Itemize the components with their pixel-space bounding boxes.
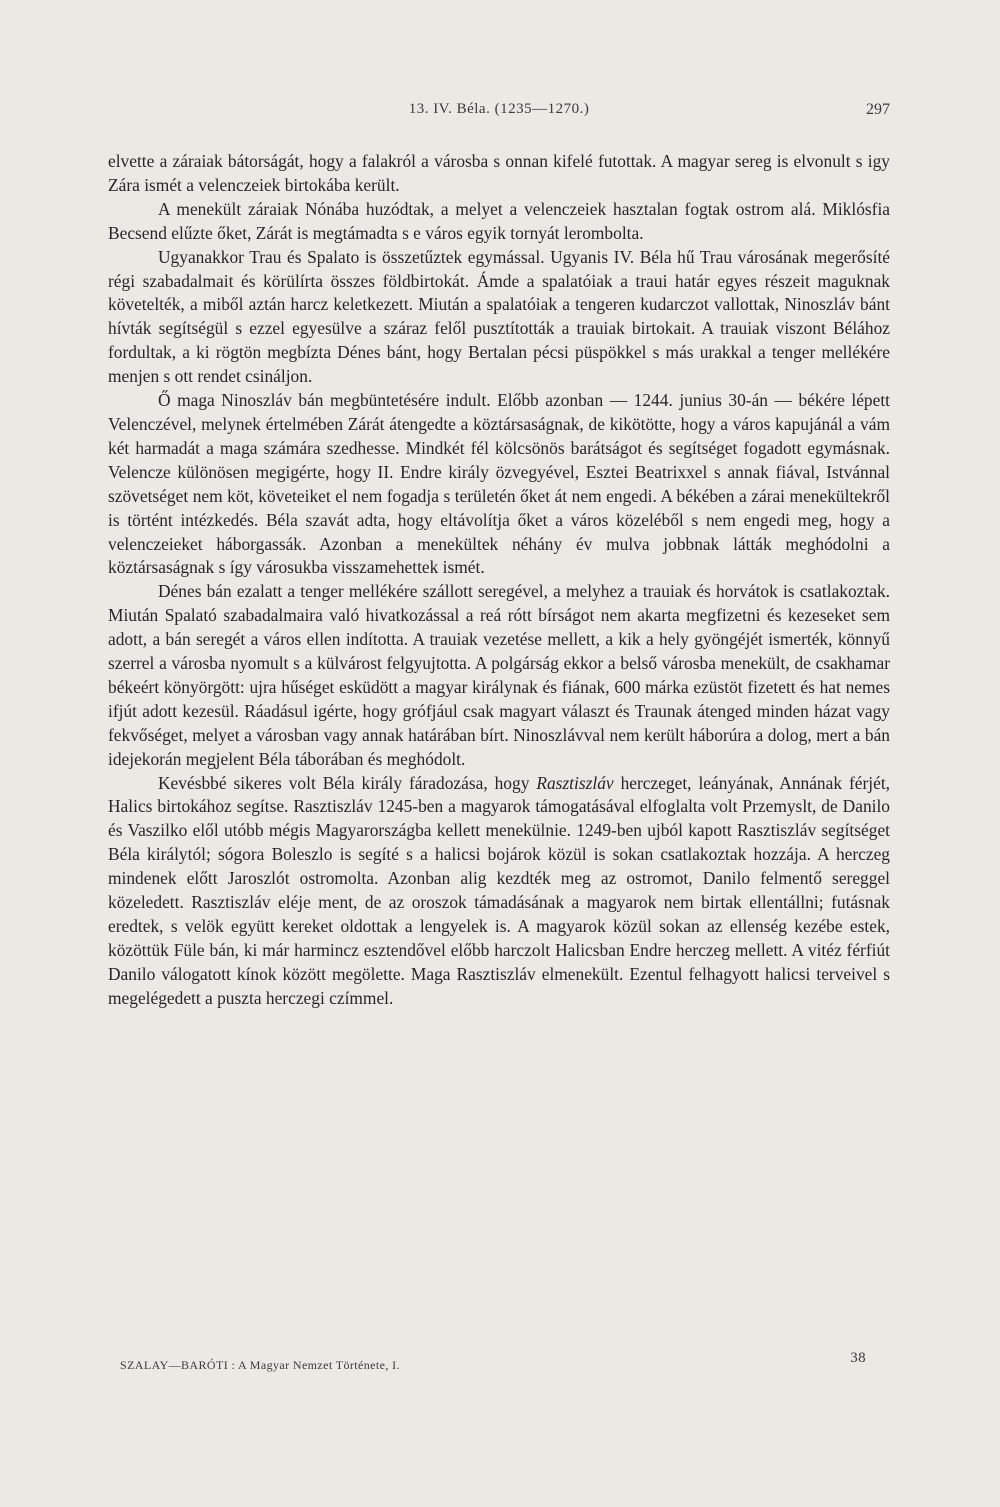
paragraph-6 (108, 772, 890, 1011)
body-text (108, 150, 890, 1011)
paragraph-1: elvette a záraiak bátorságát, hogy a falakról a városba s onnan kifelé futottak. A magyar sereg is elvonult s igy Zára ismét a velenczeiek birtokába került. (108, 151, 890, 195)
sheet-number: 38 (850, 1350, 866, 1366)
paragraph-6-italic-name: Rasztiszláv (536, 772, 614, 793)
paragraph-4: Ő maga Ninoszláv bán megbüntetésére indult. Előbb azonban — 1244. junius 30-án — békére lépett Velenczével, melynek értelmében Zárát átengedte a köztársaságnak, de kikötötte, hogy a város kapujánál a vám két harmadát a maga számára szedhesse. Mindkét fél kölcsönös barátságot és segítséget fogadott egymásnak. Velencze különösen megigérte, hogy II. Endre király özvegyével, Esztei Beatrixxel s annak fiával, Istvánnal szövetséget nem köt, követeiket el nem fogadja s területén őket át nem engedi. A békében a zárai menekültekről is történt intézkedés. Béla szavát adta, hogy eltávolítja őket a város közeléből s nem engedi meg, hogy a velenczeieket háborgassák. Azonban a menekültek néhány év mulva jobbnak látták meghódolni a köztársaságnak s így városukba visszamehettek ismét. (108, 390, 890, 578)
paragraph-2: A menekült záraiak Nónába huzódtak, a melyet a velenczeiek hasztalan fogtak ostrom alá. Miklósfia Becsend elűzte őket, Zárát is megtámadta s e város egyik tornyát lerombolta. (108, 198, 890, 243)
footer-signature: SZALAY—BARÓTI : A Magyar Nemzet Története, I. (120, 1358, 400, 1372)
paragraph-6-start: Kevésbbé sikeres volt Béla király fáradozása, hogy (158, 772, 537, 793)
paragraph-5: Dénes bán ezalatt a tenger mellékére szállott seregével, a melyhez a trauiak és horvátok is csatlakoztak. Miután Spalató szabadalmaira való hivatkozással a reá rótt bírságot nem akarta megfizetni és kezeseket sem adott, a bán seregét a város ellen indította. A trauiak vezetése mellett, a kik a hely gyöngéjét ismerték, könnyű szerrel a városba nyomult s a külvárost felgyujtotta. A polgárság ekkor a belső városba menekült, de csakhamar békeért könyörgött: ujra hűséget esküdött a magyar királynak és fiának, 600 márka ezüstöt fizetett és hat nemes ifjút adott kezesül. Ráadásul igérte, hogy grófjául csak magyart választ és Traunak átenged minden házat vagy fekvőséget, melyet a városban vagy annak határában bírt. Ninoszlávval nem került háborúra a dolog, mert a bán idejekorán megjelent Béla táborában és meghódolt. (108, 581, 890, 769)
running-head (108, 99, 890, 123)
running-title: 13. IV. Béla. (1235—1270.) (408, 101, 590, 117)
paragraph-6-rest: herczeget, leányának, Annának férjét, Halics birtokához segítse. Rasztiszláv 1245-ben a magyarok támogatásával elfoglalta volt Przemyslt, de Danilo és Vaszilko elől utóbb mégis Magyarországba kellett menekülnie. 1249-ben ujból kapott Rasztiszláv segítséget Béla királytól; sógora Boleszlo is segíté s a halicsi bojárok közül is sokan csatlakoztak hozzája. A herczeg mindenek előtt Jaroszlót ostromolta. Azonban alig kezdték meg az ostromot, Danilo felmentő sereggel közeledett. Rasztiszláv eléje ment, de az oroszok támadásának a magyarok nem birtak ellentállni; futásnak eredtek, s velök együtt kereket oldottak a lengyelek is. A magyarok közül sokan az ellenség kezébe estek, közöttük Füle bán, ki már harmincz esztendővel előbb harczolt Halicsban Endre herczeg mellett. A vitéz férfiút Danilo válogatott kínok között megölette. Maga Rasztiszláv elmenekült. Ezentul felhagyott halicsi terveivel s megelégedett a puszta herczegi czímmel. (108, 772, 891, 1008)
paragraph-3: Ugyanakkor Trau és Spalato is összetűztek egymással. Ugyanis IV. Béla hű Trau városának megerősíté régi szabadalmait és körülírta összes földbirtokát. Ámde a spalatóiak a traui határ egyes részeit maguknak követelték, a miből aztán harcz keletkezett. Miután a spalatóiak a tengeren kudarczot vallottak, Ninoszláv bánt hívták segítségül s ezzel egyesülve a száraz felől pusztították a trauiak birtokait. A trauiak viszont Bélához fordultak, a ki rögtön megbízta Dénes bánt, hogy Bertalan pécsi püspökkel s más urakkal a tenger mellékére menjen s ott rendet csináljon. (108, 246, 890, 387)
page-footer (120, 1350, 870, 1372)
page-number: 297 (866, 101, 890, 118)
